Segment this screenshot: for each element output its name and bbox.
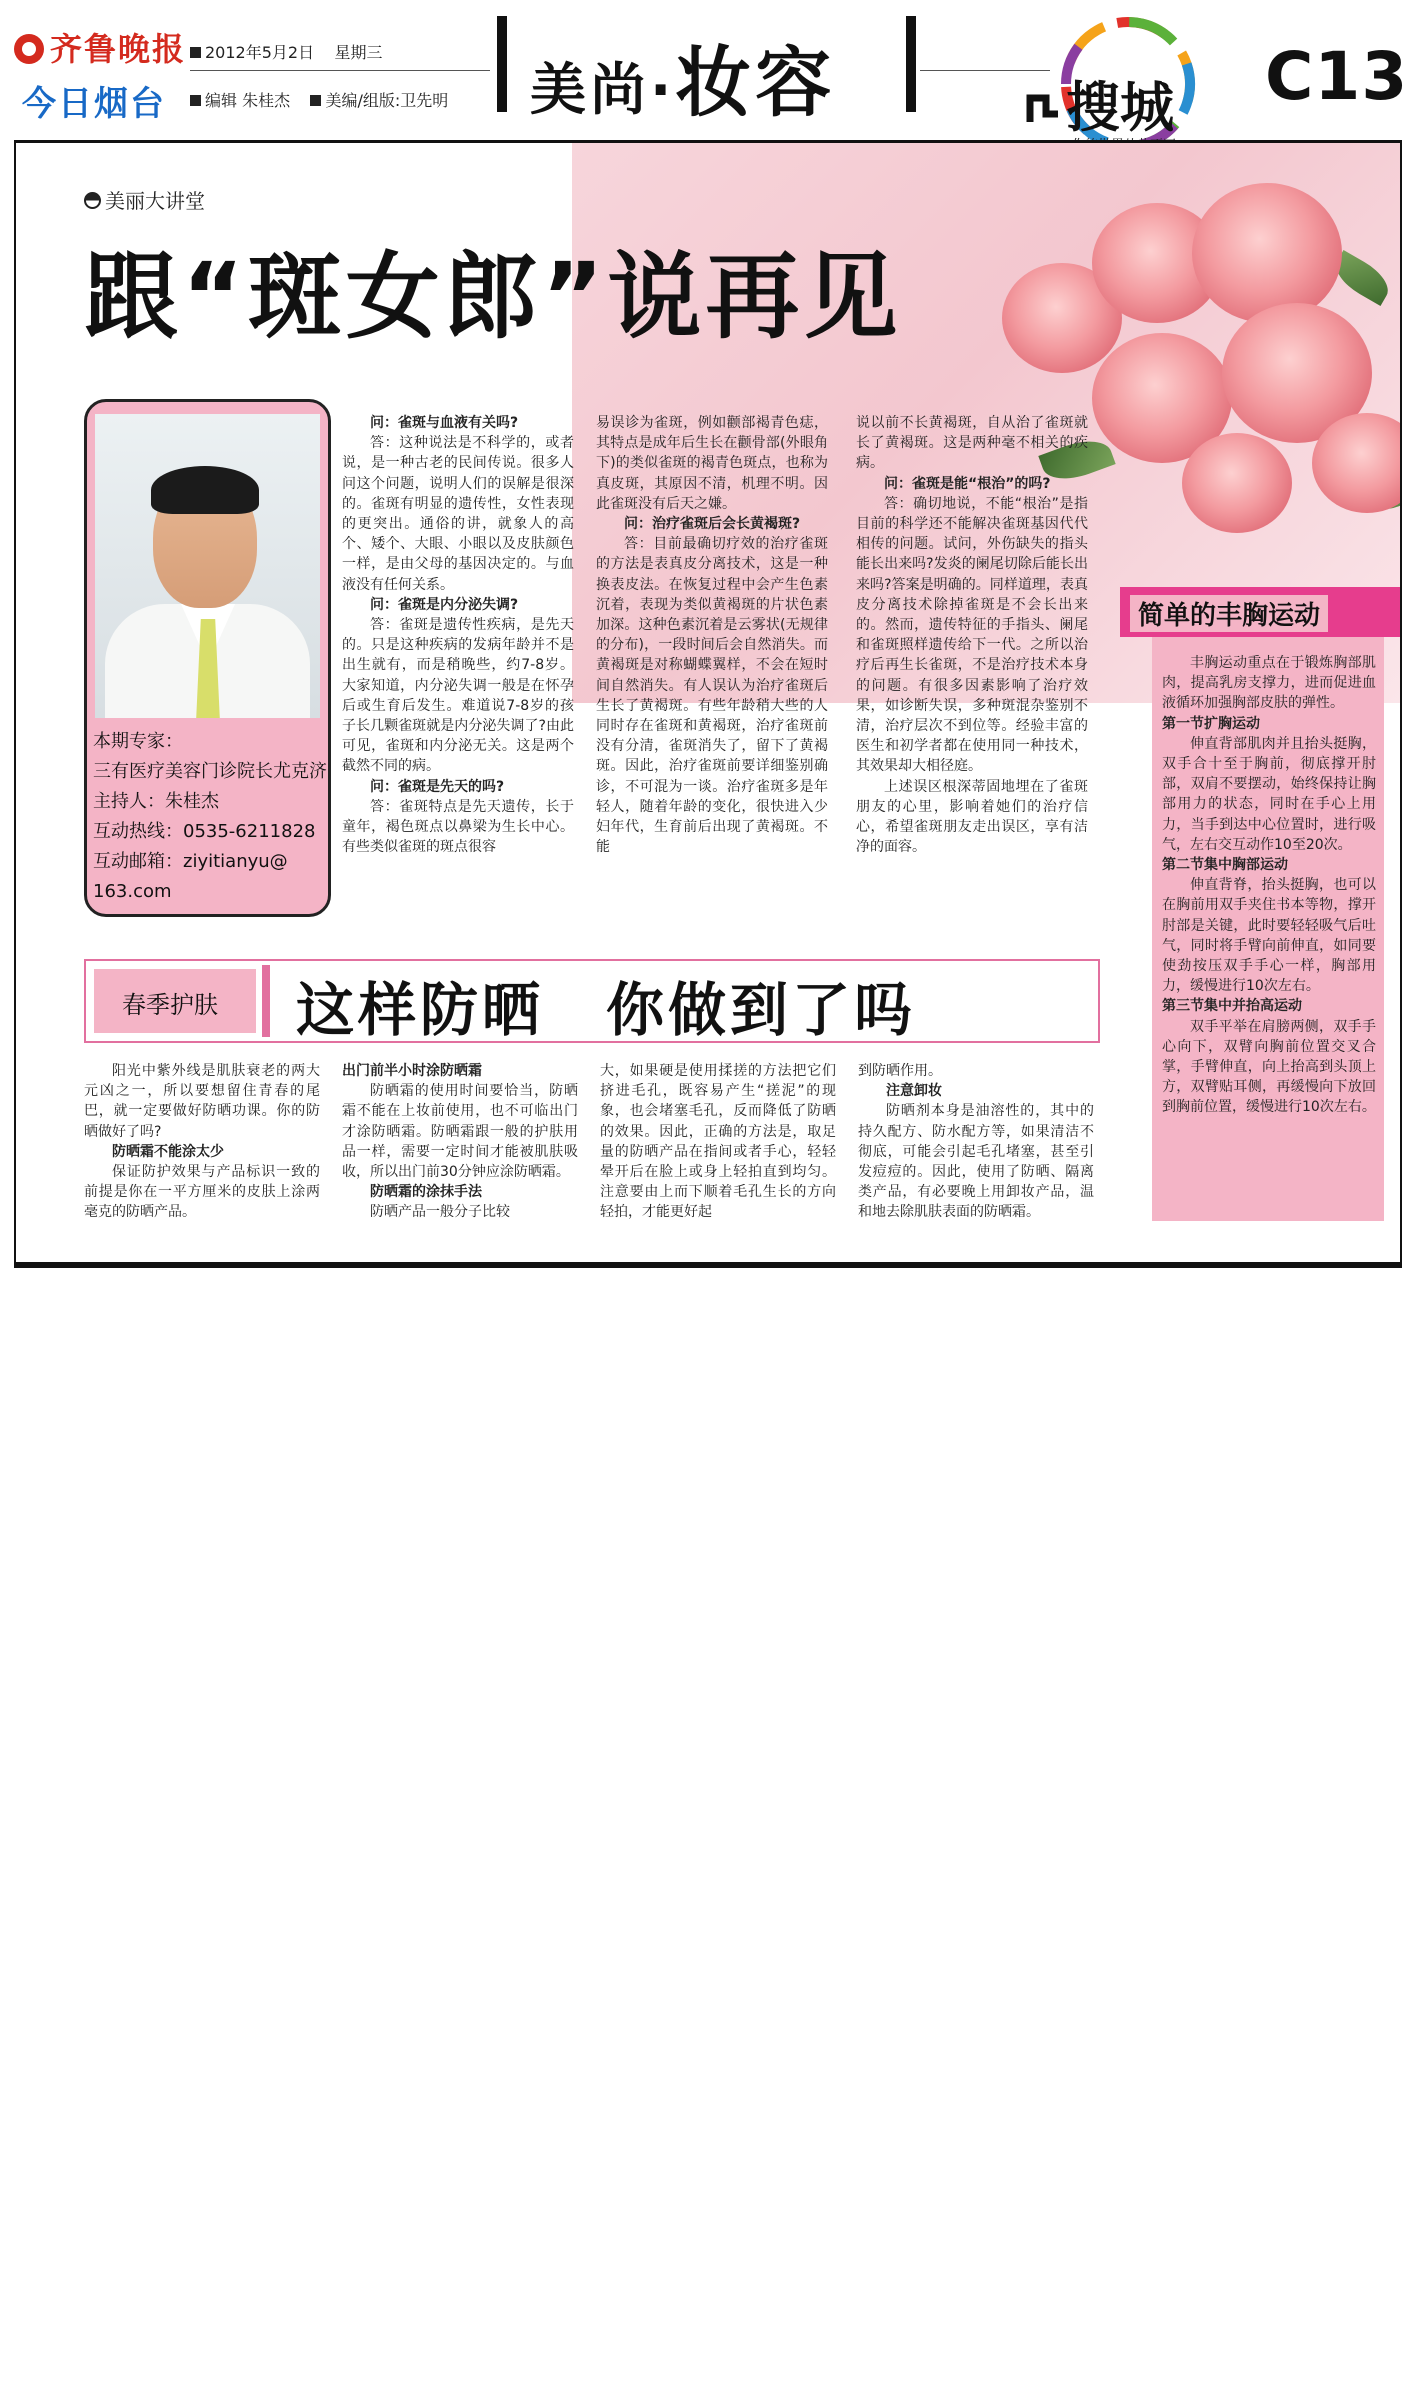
question-heading: 问：雀斑是内分泌失调? bbox=[370, 596, 519, 613]
masthead-divider bbox=[190, 70, 490, 71]
page-number: C13 bbox=[1265, 38, 1409, 115]
paragraph: 防晒产品一般分子比较 bbox=[370, 1204, 510, 1221]
section-bar-right bbox=[906, 16, 916, 112]
story1-column-2 bbox=[596, 413, 828, 857]
bullet-square-icon bbox=[310, 95, 321, 106]
paragraph: 双手平举在肩膀两侧，双手手心向下，双臂向胸前位置交叉合掌，手臂伸直，向上抬高到头顶上方，双臂贴耳侧，再缓慢向下放回到胸前位置，缓慢进行10次左右。 bbox=[1162, 1018, 1376, 1116]
subheading: 第三节集中并抬高运动 bbox=[1162, 998, 1302, 1015]
email-line-1: 互动邮箱：ziyitianyu@ bbox=[93, 851, 288, 872]
host-name: 主持人：朱桂杰 bbox=[93, 791, 219, 812]
credits-line bbox=[190, 88, 448, 111]
story2-column-3 bbox=[600, 1061, 836, 1223]
bullet-square-icon bbox=[190, 95, 201, 106]
story2-column-4 bbox=[858, 1061, 1094, 1223]
subheading: 第一节扩胸运动 bbox=[1162, 715, 1260, 732]
section-title bbox=[530, 22, 835, 131]
editor-credit: 编辑 朱桂杰 bbox=[205, 91, 291, 110]
story1-column-1 bbox=[342, 413, 574, 857]
question-heading: 问：雀斑是先天的吗? bbox=[370, 778, 505, 795]
section-bar-left bbox=[497, 16, 507, 112]
expert-name: 三有医疗美容门诊院长尤克济 bbox=[93, 761, 327, 782]
story-kicker: 美丽大讲堂 bbox=[84, 185, 205, 214]
page-frame bbox=[14, 140, 1402, 1266]
question-heading: 问：雀斑与血液有关吗? bbox=[370, 415, 519, 431]
paragraph: 答：雀斑特点是先天遗传，长于童年，褐色斑点以鼻梁为生长中心。有些类似雀斑的斑点很容 bbox=[342, 798, 574, 856]
paragraph: 保证防护效果与产品标识一致的前提是你在一平方厘米的皮肤上涂两毫克的防晒产品。 bbox=[84, 1164, 320, 1221]
section-title-left: 美尚· bbox=[530, 58, 676, 123]
paragraph: 答：这种说法是不科学的，或者说，是一种古老的民间传说。很多人问这个问题，说明人们的误解是很深的。雀斑有明显的遗传性，女性表现的更突出。通俗的讲，就象人的高个、矮个、大眼、小眼以及皮肤颜色一样，是由父母的基因决定的。与血液没有任何关系。 bbox=[342, 435, 574, 593]
sidebar-box bbox=[1152, 637, 1384, 1221]
kicker-bullet-icon bbox=[84, 192, 101, 209]
designer-credit: 美编/组版:卫先明 bbox=[325, 91, 449, 110]
newspaper-logo-icon bbox=[14, 34, 44, 64]
expert-label: 本期专家： bbox=[93, 731, 183, 752]
story1-column-3 bbox=[856, 413, 1088, 857]
sidebar-text bbox=[1162, 653, 1376, 1118]
rose-icon bbox=[1192, 183, 1342, 323]
story2-column-2 bbox=[342, 1061, 578, 1223]
paragraph: 丰胸运动重点在于锻炼胸部肌肉，提高乳房支撑力，进而促进血液循环加强胸部皮肤的弹性。 bbox=[1162, 655, 1376, 712]
issue-date: 2012年5月2日 bbox=[205, 43, 315, 62]
subheading: 防晒霜的涂抹手法 bbox=[370, 1184, 482, 1201]
brand-name: 搜城 bbox=[1066, 76, 1174, 139]
issue-weekday: 星期三 bbox=[334, 43, 383, 62]
sidebar-header bbox=[1120, 587, 1402, 637]
masthead bbox=[0, 0, 1417, 140]
sidebar-title: 简单的丰胸运动 bbox=[1130, 595, 1328, 632]
hotline: 互动热线：0535-6211828 bbox=[93, 821, 316, 842]
subheading: 第二节集中胸部运动 bbox=[1162, 857, 1288, 874]
paragraph: 大，如果硬是使用揉搓的方法把它们挤进毛孔，既容易产生“搓泥”的现象，也会堵塞毛孔，反而降低了防晒的效果。因此，正确的方法是，取足量的防晒产品在指间或者手心，轻轻晕开后在脸上或身上轻拍直到均匀。注意要由上而下顺着毛孔生长的方向轻拍，才能更好起 bbox=[600, 1063, 836, 1221]
expert-info bbox=[93, 727, 331, 907]
photo-hair bbox=[151, 466, 259, 514]
story2-headline: 这样防晒 你做到了吗 bbox=[296, 976, 917, 1044]
paragraph: 伸直背脊，抬头挺胸，也可以在胸前用双手夹住书本等物，撑开肘部是关键，此时要轻轻吸气后吐气，同时将手臂向前伸直，如同要使劲按压双手手心一样，胸部用力，缓慢进行10次左右。 bbox=[1162, 877, 1376, 995]
paragraph: 到防晒作用。 bbox=[858, 1063, 942, 1079]
page-frame-bottom-rule bbox=[14, 1262, 1402, 1268]
paragraph: 防晒霜的使用时间要恰当，防晒霜不能在上妆前使用，也不可临出门才涂防晒霜。防晒霜跟一般的护肤用品一样，需要一定时间才能被肌肤吸收，所以出门前30分钟应涂防晒霜。 bbox=[342, 1083, 578, 1181]
story2-tag-divider bbox=[262, 965, 270, 1037]
expert-photo bbox=[95, 414, 320, 718]
edition-name: 今日烟台 bbox=[22, 84, 166, 124]
paragraph: 防晒剂本身是油溶性的，其中的持久配方、防水配方等，如果清洁不彻底，可能会引起毛孔堵塞，甚至引发痘痘的。因此，使用了防晒、隔离类产品，有必要晚上用卸妆产品，温和地去除肌肤表面的防晒霜。 bbox=[858, 1103, 1094, 1221]
story-headline: 跟“斑女郎”说再见 bbox=[84, 243, 902, 352]
subheading: 出门前半小时涂防晒霜 bbox=[342, 1063, 482, 1079]
story2-column-1 bbox=[84, 1061, 320, 1223]
bullet-square-icon bbox=[190, 47, 201, 58]
paragraph: 易误诊为雀斑，例如颧部褐青色痣，其特点是成年后生长在颧骨部(外眼角下)的类似雀斑的褐青色斑点，也称为真皮斑，其原因不清，机理不明。因此雀斑没有后天之嫌。 bbox=[596, 415, 828, 512]
section-title-right: 妆容 bbox=[675, 38, 836, 127]
paragraph: 答：确切地说，不能“根治”是指目前的科学还不能解决雀斑基因代代相传的问题。试问，外伤缺失的指头能长出来吗?发炎的阑尾切除后能长出来吗?答案是明确的。同样道理，表真皮分离技术除掉雀斑是不会长出来的。然而，遗传特征的手指头、阑尾和雀斑照样遗传给下一代。之所以治疗后再生长雀斑，不是治疗技术本身的问题。有很多因素影响了治疗效果，如诊断失误，多种斑混杂鉴别不清，治疗层次不到位等。经验丰富的医生和初学者都在使用同一种技术，其效果却大相径庭。 bbox=[856, 495, 1088, 775]
email-line-2: 163.com bbox=[93, 881, 172, 902]
paragraph: 上述误区根深蒂固地埋在了雀斑朋友的心里，影响着她们的治疗信心，希望雀斑朋友走出误区，享有洁净的面容。 bbox=[856, 778, 1088, 856]
date-line bbox=[190, 40, 382, 63]
paragraph: 阳光中紫外线是肌肤衰老的两大元凶之一，所以要想留住青春的尾巴，就一定要做好防晒功课。你的防晒做好了吗? bbox=[84, 1063, 320, 1140]
rose-icon bbox=[1182, 433, 1292, 533]
subheading: 注意卸妆 bbox=[886, 1083, 942, 1100]
paragraph: 答：雀斑是遗传性疾病，是先天的。只是这种疾病的发病年龄并不是出生就有，而是稍晚些，约7-8岁。大家知道，内分泌失调一般是在怀孕后或生育后发生。难道说7-8岁的孩子长几颗雀斑就是内分泌失调了?由此可见，雀斑和内分泌无关。这是两个截然不同的病。 bbox=[342, 617, 574, 775]
paper-name: 齐鲁晚报 bbox=[14, 24, 186, 70]
expert-card bbox=[84, 399, 331, 917]
paragraph: 说以前不长黄褐斑，自从治了雀斑就长了黄褐斑。这是两种毫不相关的疾病。 bbox=[856, 415, 1088, 472]
paragraph: 答：目前最确切疗效的治疗雀斑的方法是表真皮分离技术，这是一种换表皮法。在恢复过程中会产生色素沉着，表现为类似黄褐斑的片状色素加深。这种色素沉着是云雾状(无规律的分布)，一段时间后会自然消失。而黄褐斑是对称蝴蝶翼样，不会在短时间自然消失。有人误认为治疗雀斑后生长了黄褐斑。有些年龄稍大些的人同时存在雀斑和黄褐斑，治疗雀斑前没有分清，雀斑消失了，留下了黄褐斑。因此，治疗雀斑前要详细鉴别确诊，不可混为一谈。治疗雀斑多是年轻人，随着年龄的变化，很快进入少妇年代，生育前后出现了黄褐斑。不能 bbox=[596, 536, 828, 856]
story2-header-band bbox=[84, 959, 1100, 1043]
question-heading: 问：雀斑是能“根治”的吗? bbox=[884, 475, 1051, 492]
question-heading: 问：治疗雀斑后会长黄褐斑? bbox=[624, 516, 801, 533]
subheading: 防晒霜不能涂太少 bbox=[112, 1143, 224, 1160]
story2-tag: 春季护肤 bbox=[94, 969, 256, 1033]
paragraph: 伸直背部肌肉并且抬头挺胸，双手合十至于胸前，彻底撑开肘部，双肩不要摆动，始终保持让胸部用力的状态，同时在手心上用力，当手到达中心位置时，进行吸气，左右交互动作10至20次。 bbox=[1162, 735, 1376, 853]
